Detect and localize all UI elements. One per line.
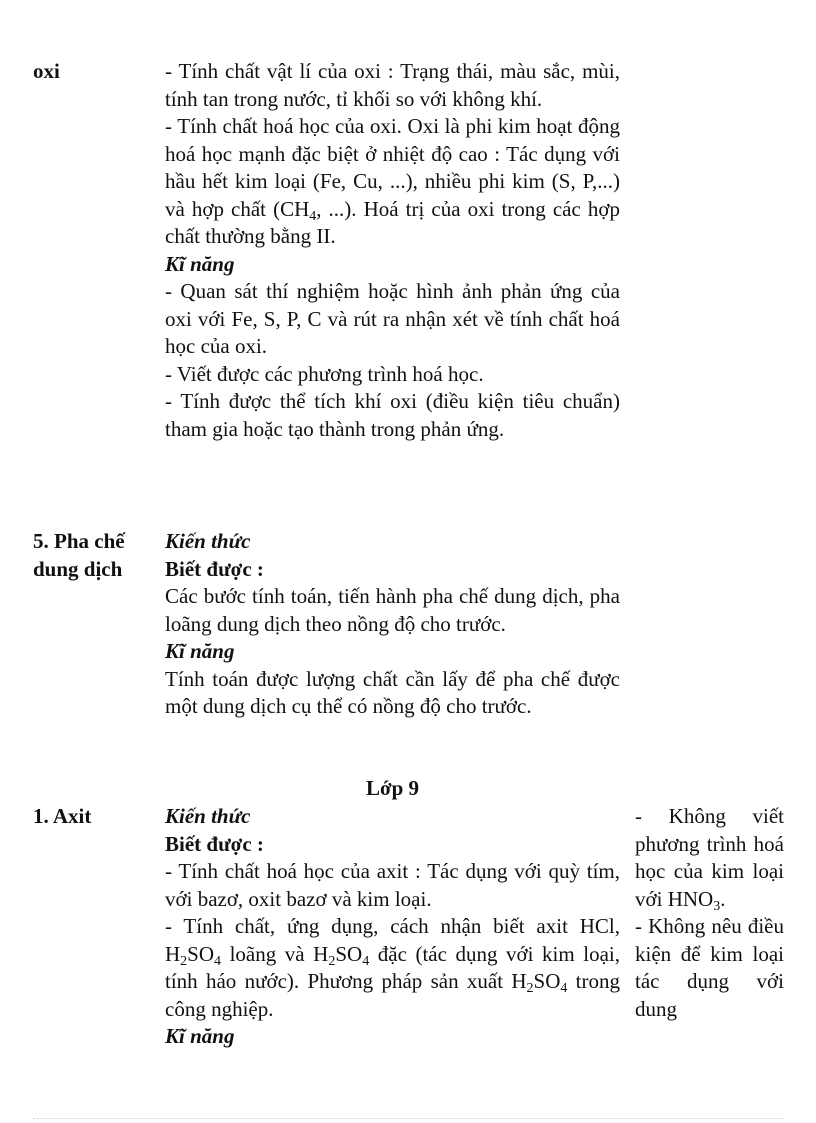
text-segment: SO [533,969,561,993]
skill-heading: Kĩ năng [165,639,235,663]
text-segment: SO [335,941,363,966]
subscript: 2 [180,953,188,969]
subscript: 2 [328,953,336,969]
skill-heading: Kĩ năng [165,1024,235,1048]
oxi-skill-observe: - Quan sát thí nghiệm hoặc hình ảnh phản ứng của oxi với Fe, S, P, C và rút ra nhận xét về tính chất hoá học của oxi. [165,279,620,358]
text-segment: SO [187,941,215,966]
acid-chemical-properties: - Tính chất hoá học của axit : Tác dụng với quỳ tím, với bazơ, oxit bazơ và kim loại. [165,859,620,911]
note-no-hno3 [635,803,784,913]
text-segment: - Không viết phương trình hoá học của kim loại với HNO [635,804,784,911]
grade-heading: Lớp 9 [365,776,420,800]
text-segment: - Tính chất, ứng dụng, cách nhận biết axit HCl, H [165,914,620,966]
note-no-conditions: - Không nêu điều kiện để kim loại tác dụng với dung [635,914,784,1021]
topic-label-text: 1. Axit [33,804,92,828]
text-segment: . [720,886,726,911]
text-segment: - Tính chất hoá học của oxi. Oxi là phi kim hoạt động hoá học mạnh đặc biệt ở nhiệt độ cao : Tác dụng với hầu hết kim loại (Fe, Cu, ...), nhiều phi kim (S, P,...) và hợp chất (CH [165,114,620,221]
subscript: 4 [309,208,317,224]
knowledge-subheading: Biết được : [165,556,264,581]
oxi-physical-properties: - Tính chất vật lí của oxi : Trạng thái, màu sắc, mùi, tính tan trong nước, tỉ khối so với không khí. [165,59,620,111]
topic-label-dilution [33,528,161,583]
topic-label-acid [33,803,161,831]
oxi-chemical-properties [165,113,620,251]
text-segment: , ...). Hoá trị của oxi trong các hợp chất thường bằng II. [165,196,620,248]
subscript: 4 [560,981,568,996]
topic-label-line2: dung dịch [33,556,123,581]
skill-heading: Kĩ năng [165,251,235,276]
subscript: 4 [214,953,222,969]
topic-label-oxi [33,58,161,86]
text-segment: trong công nghiệp. [165,969,621,1021]
oxi-skill-volume: - Tính được thể tích khí oxi (điều kiện tiêu chuẩn) tham gia hoặc tạo thành trong phản ứng. [165,389,620,441]
knowledge-subheading: Biết được : [165,831,264,856]
knowledge-heading: Kiến thức [165,804,251,828]
dilution-content [165,528,620,721]
dilution-skill: Tính toán được lượng chất cần lấy để pha chế được một dung dịch cụ thể có nồng độ cho trước. [165,666,620,718]
page-bottom-divider [33,1118,783,1119]
subscript: 4 [362,953,370,969]
oxi-skill-equations: - Viết được các phương trình hoá học. [165,361,484,386]
subscript: 3 [713,898,721,914]
dilution-knowledge: Các bước tính toán, tiến hành pha chế dung dịch, pha loãng dung dịch theo nồng độ cho trước. [165,584,620,636]
topic-label-text: oxi [33,59,60,83]
acid-notes [635,803,784,1023]
text-segment: loãng và H [221,941,329,966]
knowledge-heading: Kiến thức [165,529,251,553]
acid-content [165,803,620,1051]
subscript: 2 [526,981,534,996]
acid-specific-properties [165,913,620,1023]
oxi-content [165,58,620,443]
text-segment: đặc (tác dụng với kim loại, tính háo nước). Phương pháp sản xuất H [165,941,620,993]
topic-label-line1: 5. Pha chế [33,529,125,553]
